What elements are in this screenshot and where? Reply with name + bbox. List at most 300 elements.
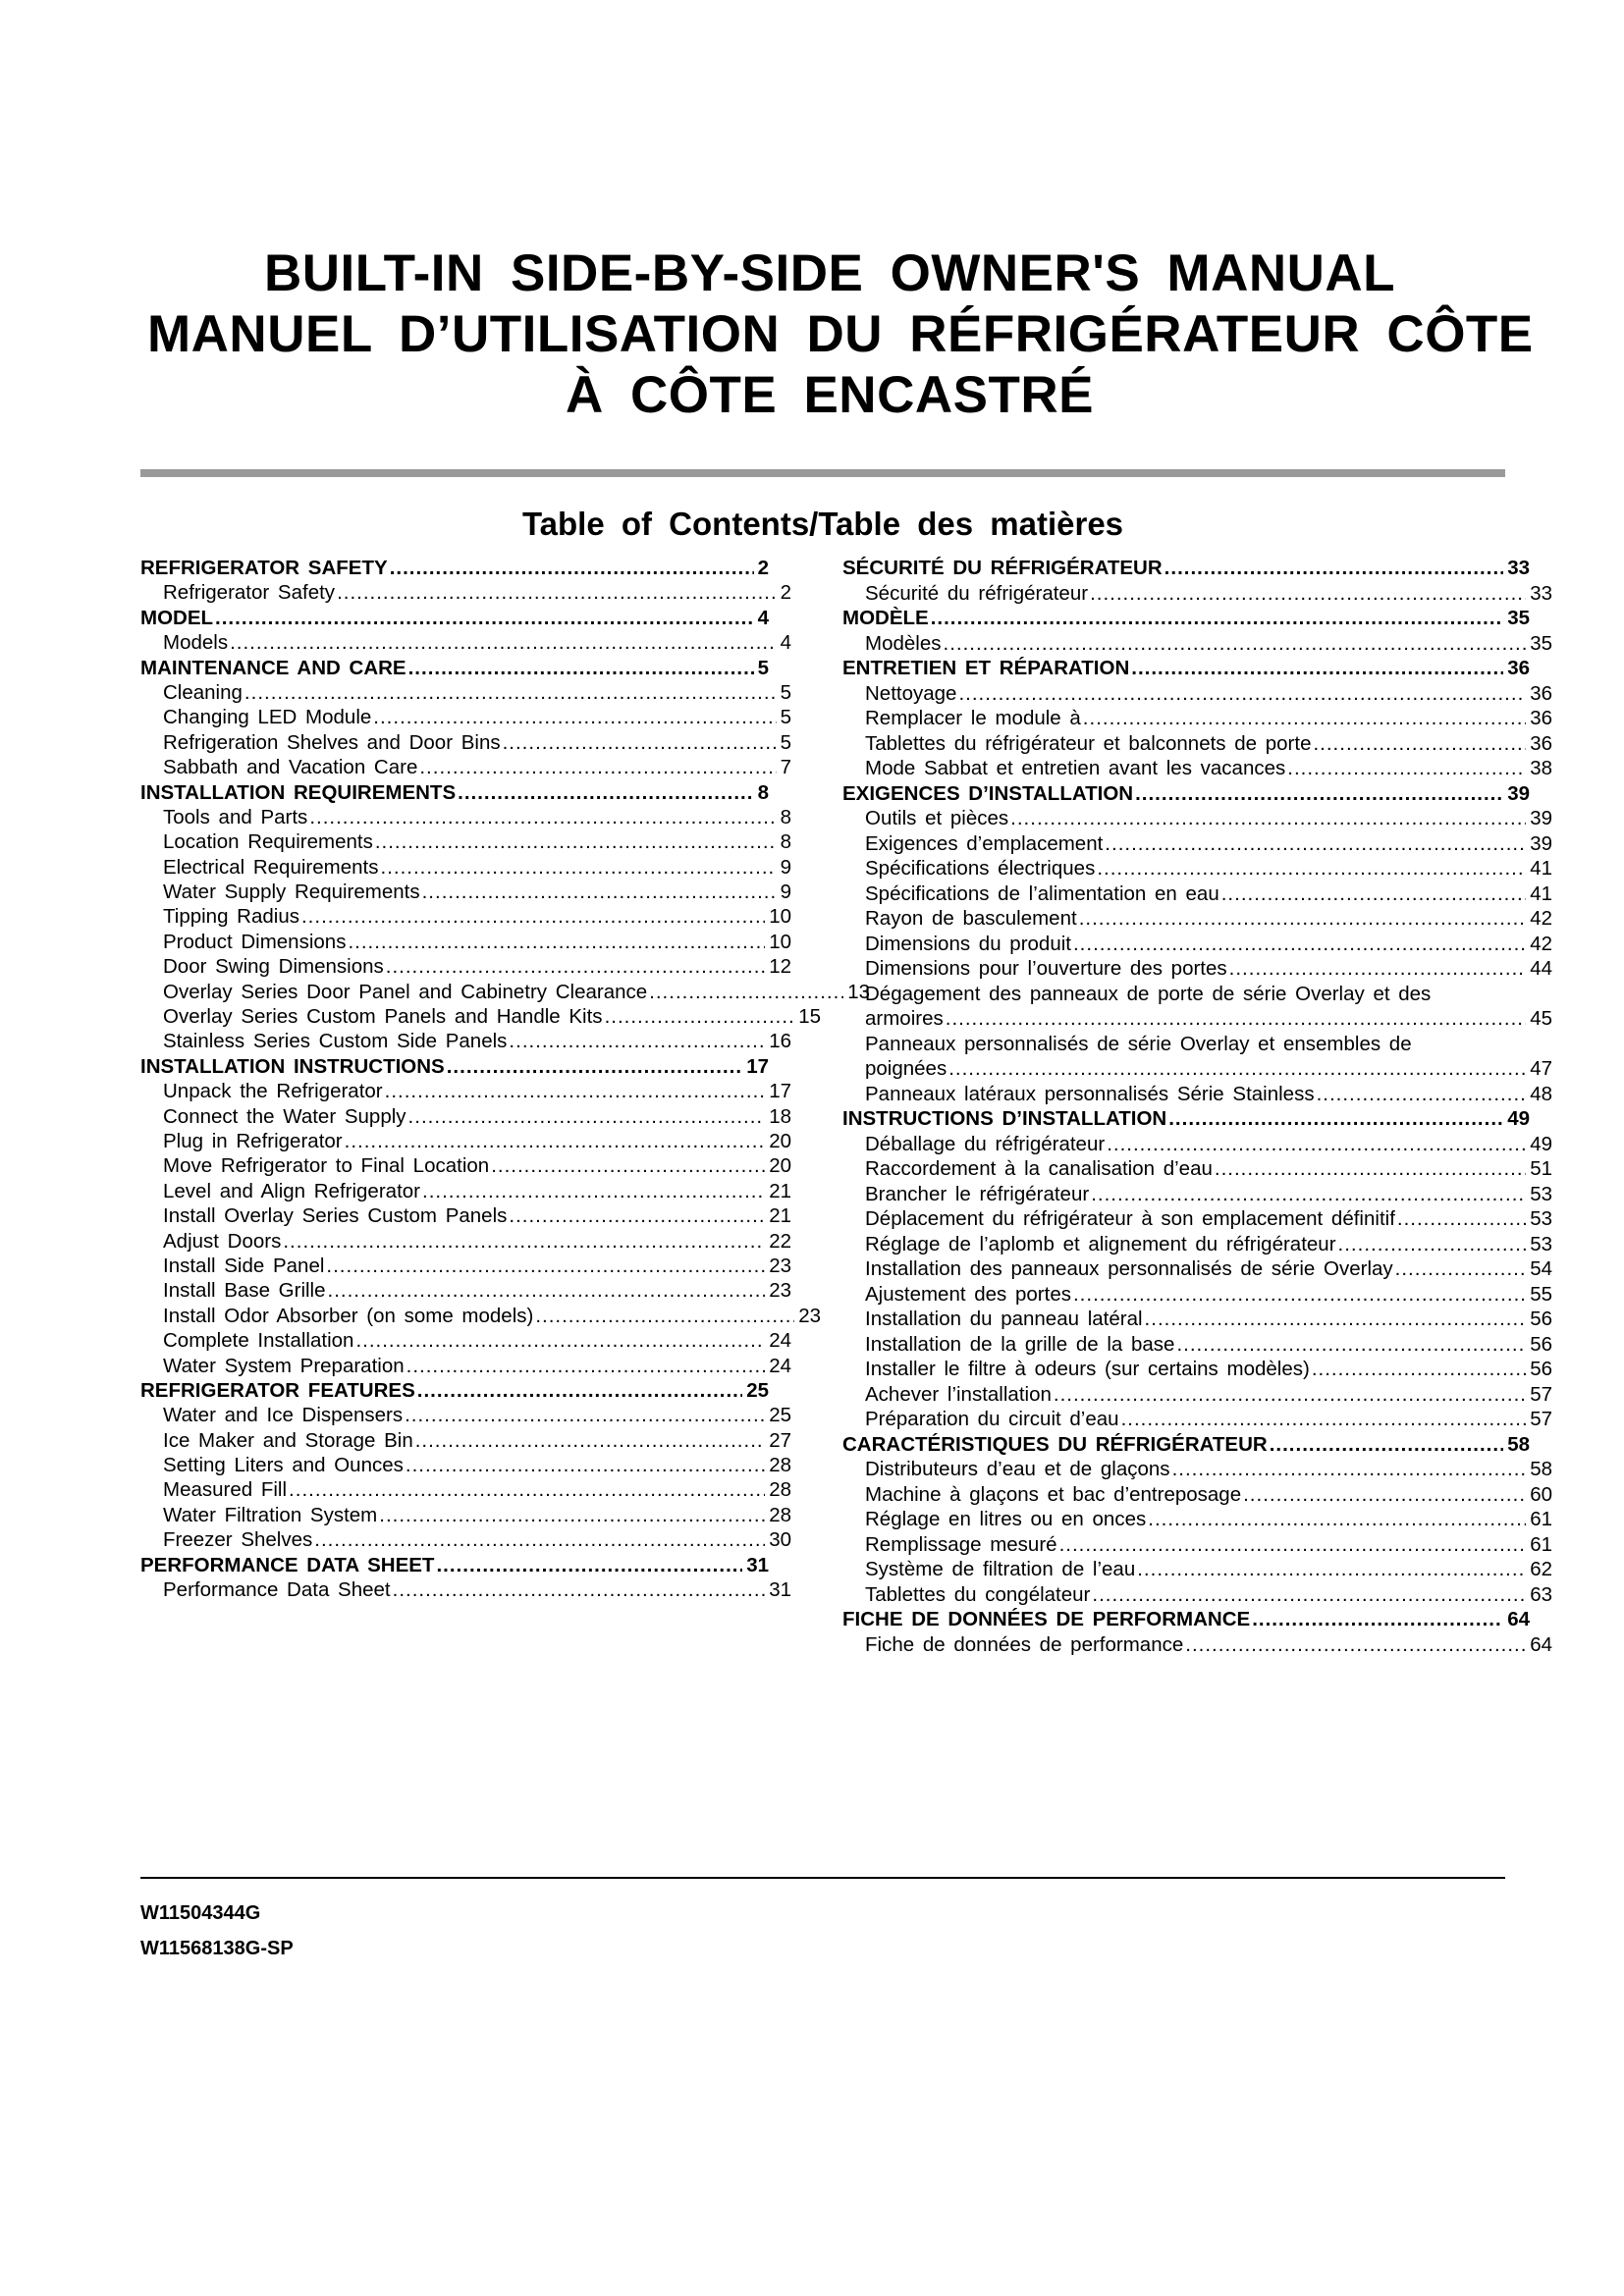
dot-leader (375, 829, 777, 854)
toc-entry-label: Door Swing Dimensions (163, 955, 384, 979)
toc-entry-label: Complete Installation (163, 1329, 354, 1353)
dot-leader (1313, 731, 1526, 757)
toc-entry-page: 53 (1530, 1182, 1552, 1205)
dot-leader (1137, 1557, 1526, 1582)
toc-entry-page: 62 (1530, 1558, 1552, 1580)
dot-leader (509, 1203, 765, 1228)
dot-leader (393, 1577, 766, 1602)
toc-entry-page: 20 (769, 1154, 791, 1178)
toc-entry-page: 44 (1530, 957, 1552, 980)
toc-entry[interactable] (842, 1006, 1552, 1032)
toc-entry-label: Remplacer le module à (865, 707, 1081, 729)
dot-leader (1091, 1182, 1526, 1207)
toc-entry[interactable] (140, 954, 791, 979)
toc-entry-page: 58 (1507, 1432, 1530, 1456)
title-divider (140, 469, 1505, 477)
toc-entry-label: EXIGENCES D’INSTALLATION (842, 781, 1134, 805)
toc-entry[interactable] (140, 556, 769, 580)
toc-entry[interactable] (140, 580, 791, 605)
dot-leader (1121, 1407, 1527, 1432)
toc-entry-label: Plug in Refrigerator (163, 1129, 343, 1152)
dot-leader (1073, 1282, 1526, 1308)
toc-entry[interactable] (842, 781, 1530, 807)
toc-entry-label: Refrigerator Safety (163, 581, 336, 605)
toc-entry-label: Overlay Series Door Panel and Cabinetry Clearance (163, 980, 648, 1003)
dot-leader (1395, 1256, 1527, 1282)
toc-entry-page: 17 (746, 1054, 769, 1078)
toc-entry-page: 61 (1530, 1508, 1552, 1530)
toc-entry[interactable] (842, 1532, 1552, 1558)
dot-leader (405, 1403, 765, 1427)
dot-leader (1135, 781, 1503, 807)
toc-entry-label: Fiche de données de performance (865, 1632, 1184, 1656)
toc-entry-page: 10 (769, 930, 791, 953)
toc-entry-page: 56 (1530, 1358, 1552, 1380)
toc-entry-label: Overlay Series Custom Panels and Handle Kits (163, 1005, 603, 1029)
toc-entry[interactable] (842, 1307, 1552, 1332)
toc-heading: Table of Contents/Table des matières (521, 506, 1124, 542)
toc-entry-label: Install Side Panel (163, 1254, 325, 1277)
toc-entry-page: 5 (757, 656, 769, 679)
toc-entry-label: Tablettes du congélateur (865, 1582, 1091, 1606)
dot-leader (1164, 556, 1504, 581)
toc-entry[interactable] (842, 556, 1530, 581)
toc-entry-label: INSTALLATION REQUIREMENTS (140, 780, 457, 804)
toc-entry-label: Install Odor Absorber (on some models) (163, 1304, 534, 1327)
toc-entry-page: 17 (769, 1080, 791, 1103)
toc-entry-label: Unpack the Refrigerator (163, 1080, 383, 1103)
toc-entry[interactable] (140, 1179, 791, 1203)
toc-entry-page: 5 (780, 706, 791, 729)
dot-leader (326, 1254, 765, 1278)
toc-entry-label: SÉCURITÉ DU RÉFRIGÉRATEUR (842, 557, 1163, 579)
toc-entry-label: Level and Align Refrigerator (163, 1179, 420, 1202)
dot-leader (649, 980, 843, 1004)
toc-entry[interactable] (140, 829, 791, 854)
toc-entry[interactable] (842, 856, 1552, 881)
toc-entry-page: 9 (780, 855, 791, 879)
toc-entry[interactable] (842, 1156, 1552, 1182)
toc-entry[interactable] (140, 904, 791, 929)
toc-entry[interactable] (140, 1304, 821, 1328)
toc-entry-label: Installer le filtre à odeurs (sur certains modèles) (865, 1358, 1310, 1380)
toc-entry-label: Panneaux personnalisés de série Overlay et ensembles de (865, 1032, 1412, 1055)
toc-entry-page: 23 (769, 1254, 791, 1277)
toc-entry-label: Machine à glaçons et bac d’entreposage (865, 1482, 1242, 1506)
toc-entry-page: 23 (798, 1304, 821, 1327)
toc-entry-page: 8 (757, 780, 769, 804)
dot-leader (408, 656, 754, 680)
toc-entry-page: 30 (769, 1528, 791, 1552)
toc-entry-page: 22 (769, 1229, 791, 1253)
toc-entry-page: 57 (1530, 1382, 1552, 1406)
toc-entry-label: Distributeurs d’eau et de glaçons (865, 1458, 1170, 1480)
dot-leader (301, 904, 765, 929)
toc-entry[interactable] (842, 1607, 1530, 1632)
dot-leader (1338, 1232, 1527, 1257)
toc-entry-page: 41 (1530, 857, 1552, 880)
toc-entry[interactable] (140, 1153, 791, 1178)
toc-entry-page: 49 (1507, 1107, 1530, 1130)
dot-leader (417, 1378, 742, 1403)
toc-entry-page: 45 (1530, 1007, 1552, 1030)
dot-leader (1172, 1457, 1527, 1482)
toc-entry[interactable] (140, 1229, 791, 1254)
dot-leader (348, 930, 765, 954)
dot-leader (503, 730, 777, 755)
dot-leader (1221, 881, 1526, 907)
toc-entry-label: Move Refrigerator to Final Location (163, 1154, 490, 1178)
dot-leader (422, 1179, 765, 1203)
toc-entry-label: Electrical Requirements (163, 855, 379, 879)
dot-leader (1073, 932, 1526, 957)
toc-entry-label: Remplissage mesuré (865, 1532, 1057, 1556)
toc-entry[interactable] (842, 1032, 1552, 1057)
toc-entry[interactable] (842, 982, 1552, 1007)
dot-leader (1287, 756, 1526, 781)
toc-entry-page: 5 (780, 680, 791, 704)
toc-entry-label: CARACTÉRISTIQUES DU RÉFRIGÉRATEUR (842, 1432, 1268, 1456)
toc-entry-label: Installation du panneau latéral (865, 1308, 1143, 1330)
toc-entry-page: 16 (769, 1030, 791, 1053)
dot-leader (244, 680, 777, 705)
toc-entry-page: 53 (1530, 1207, 1552, 1230)
dot-leader (309, 805, 776, 829)
dot-leader (328, 1278, 766, 1303)
toc-entry-page: 39 (1507, 781, 1530, 805)
toc-entry[interactable] (140, 1553, 769, 1577)
toc-entry[interactable] (140, 1453, 791, 1477)
part-numbers (140, 1896, 294, 1966)
toc-entry-label: Brancher le réfrigérateur (865, 1182, 1090, 1205)
dot-leader (1252, 1607, 1503, 1632)
dot-leader (283, 1229, 765, 1254)
toc-entry[interactable] (140, 1477, 791, 1502)
toc-entry-label: FICHE DE DONNÉES DE PERFORMANCE (842, 1608, 1251, 1630)
dot-leader (337, 580, 777, 605)
toc-entry-label: Exigences d’emplacement (865, 831, 1104, 855)
toc-entry[interactable] (140, 755, 791, 779)
dot-leader (458, 780, 753, 805)
toc-entry[interactable] (140, 1328, 791, 1353)
toc-entry-label: INSTRUCTIONS D’INSTALLATION (842, 1107, 1167, 1130)
dot-leader (1145, 1307, 1527, 1332)
toc-entry-page: 54 (1530, 1257, 1552, 1280)
toc-entry[interactable] (842, 1632, 1552, 1658)
toc-entry[interactable] (140, 1527, 791, 1552)
toc-entry-page: 41 (1530, 881, 1552, 905)
dot-leader (1092, 1582, 1526, 1608)
toc-entry-page: 10 (769, 905, 791, 929)
toc-entry-page: 27 (769, 1428, 791, 1452)
dot-leader (1397, 1206, 1526, 1232)
toc-entry[interactable] (842, 881, 1552, 907)
toc-entry-label: Install Base Grille (163, 1279, 326, 1303)
toc-entry-label: Sabbath and Vacation Care (163, 756, 418, 779)
dot-leader (946, 1006, 1526, 1032)
toc-entry-page: 20 (769, 1129, 791, 1152)
dot-leader (1185, 1632, 1526, 1658)
toc-entry-page: 21 (769, 1179, 791, 1202)
toc-entry[interactable] (140, 1254, 791, 1278)
toc-entry-label: Cleaning (163, 680, 243, 704)
dot-leader (535, 1304, 794, 1328)
toc-entry-label: ENTRETIEN ET RÉPARATION (842, 657, 1130, 679)
toc-entry-page: 42 (1530, 907, 1552, 930)
toc-entry-page: 55 (1530, 1282, 1552, 1306)
toc-entry[interactable] (842, 581, 1552, 607)
toc-entry-page: 21 (769, 1204, 791, 1228)
toc-entry-page: 36 (1530, 731, 1552, 755)
toc-entry[interactable] (140, 656, 769, 680)
toc-entry-label: PERFORMANCE DATA SHEET (140, 1553, 435, 1576)
toc-entry-label: Measured Fill (163, 1478, 288, 1502)
toc-entry-page: 56 (1530, 1332, 1552, 1356)
toc-entry[interactable] (842, 831, 1552, 857)
toc-entry-page: 4 (780, 631, 791, 655)
toc-entry[interactable] (842, 606, 1530, 631)
dot-leader (386, 954, 765, 979)
toc-entry[interactable] (842, 706, 1552, 731)
dot-leader (944, 631, 1527, 657)
toc-entry[interactable] (140, 930, 791, 954)
dot-leader (215, 606, 754, 630)
dot-leader (380, 855, 776, 880)
toc-entry-label: Connect the Water Supply (163, 1104, 406, 1128)
toc-entry-label: Ice Maker and Storage Bin (163, 1428, 413, 1452)
toc-entry-page: 36 (1530, 681, 1552, 705)
toc-entry[interactable] (842, 1182, 1552, 1207)
toc-entry[interactable] (140, 630, 791, 655)
dot-leader (447, 1054, 742, 1079)
toc-entry-label: Préparation du circuit d’eau (865, 1408, 1119, 1430)
toc-entry-page: 64 (1530, 1632, 1552, 1656)
toc-entry-page: 31 (769, 1578, 791, 1602)
toc-entry[interactable] (842, 1232, 1552, 1257)
toc-entry-label: Installation de la grille de la base (865, 1332, 1175, 1356)
dot-leader (1270, 1432, 1503, 1458)
toc-entry-label: Setting Liters and Ounces (163, 1454, 404, 1477)
toc-entry-page: 33 (1507, 557, 1530, 579)
toc-entry[interactable] (140, 805, 791, 829)
toc-entry[interactable] (140, 1378, 769, 1403)
toc-entry-page: 2 (757, 557, 769, 579)
toc-entry-page: 36 (1507, 657, 1530, 679)
toc-entry[interactable] (842, 756, 1552, 781)
dot-leader (415, 1428, 765, 1453)
toc-entry[interactable] (842, 631, 1552, 657)
dot-leader (1312, 1357, 1526, 1382)
toc-entry-label: Déplacement du réfrigérateur à son emplacement définitif (865, 1207, 1395, 1230)
toc-entry[interactable] (842, 1407, 1552, 1432)
toc-entry[interactable] (140, 780, 769, 805)
toc-entry-page: 15 (798, 1005, 821, 1029)
toc-entry[interactable] (842, 1557, 1552, 1582)
dot-leader (408, 1104, 766, 1129)
dot-leader (373, 705, 776, 729)
toc-entry-label: INSTALLATION INSTRUCTIONS (140, 1054, 445, 1078)
toc-entry[interactable] (842, 956, 1552, 982)
toc-entry-page: 53 (1530, 1232, 1552, 1255)
toc-entry-label: poignées (865, 1057, 947, 1080)
toc-entry[interactable] (842, 1082, 1552, 1107)
toc-entry[interactable] (842, 656, 1530, 681)
toc-entry[interactable] (842, 1482, 1552, 1508)
dot-leader (1097, 856, 1526, 881)
toc-entry[interactable] (842, 1332, 1552, 1358)
toc-entry[interactable] (140, 1029, 791, 1053)
dot-leader (1215, 1156, 1526, 1182)
toc-entry-page: 24 (769, 1354, 791, 1377)
toc-entry-label: Rayon de basculement (865, 907, 1077, 930)
toc-entry-label: Système de filtration de l’eau (865, 1558, 1136, 1580)
toc-entry[interactable] (842, 806, 1552, 831)
toc-entry-label: REFRIGERATOR FEATURES (140, 1378, 415, 1402)
dot-leader (1010, 806, 1526, 831)
toc-entry-label: Adjust Doors (163, 1229, 282, 1253)
dot-leader (355, 1328, 765, 1353)
toc-entry[interactable] (140, 1278, 791, 1303)
toc-entry[interactable] (842, 1507, 1552, 1532)
dot-leader (1079, 906, 1527, 932)
toc-entry-page: 18 (769, 1104, 791, 1128)
toc-entry-label: Ajustement des portes (865, 1282, 1071, 1306)
toc-entry-page: 57 (1530, 1408, 1552, 1430)
toc-entry-label: Tipping Radius (163, 905, 299, 929)
toc-entry[interactable] (140, 1104, 791, 1129)
toc-entry[interactable] (842, 1432, 1530, 1458)
toc-entry-label: Dimensions pour l’ouverture des portes (865, 957, 1227, 980)
toc-entry-label: Mode Sabbat et entretien avant les vacances (865, 757, 1286, 779)
dot-leader (419, 755, 776, 779)
toc-entry-label: Location Requirements (163, 830, 373, 854)
toc-entry[interactable] (842, 1256, 1552, 1282)
toc-entry-page: 42 (1530, 932, 1552, 955)
toc-entry[interactable] (842, 1206, 1552, 1232)
toc-entry-page: 23 (769, 1279, 791, 1303)
toc-entry-page: 49 (1530, 1132, 1552, 1155)
toc-entry[interactable] (140, 1503, 791, 1527)
toc-entry[interactable] (140, 880, 791, 904)
toc-entry[interactable] (140, 855, 791, 880)
toc-entry[interactable] (140, 606, 769, 630)
toc-entry[interactable] (842, 906, 1552, 932)
toc-entry[interactable] (140, 1004, 821, 1029)
toc-entry[interactable] (140, 1054, 769, 1079)
dot-leader (289, 1477, 765, 1502)
dot-leader (1243, 1482, 1526, 1508)
toc-entry[interactable] (842, 1106, 1530, 1132)
toc-entry[interactable] (140, 1403, 791, 1427)
toc-entry-label: Dégagement des panneaux de porte de série Overlay et des (865, 982, 1432, 1005)
toc-entry[interactable] (842, 1457, 1552, 1482)
toc-entry-label: Déballage du réfrigérateur (865, 1132, 1106, 1155)
toc-entry-page: 13 (847, 980, 870, 1003)
toc-entry[interactable] (140, 680, 791, 705)
toc-entry-page: 36 (1530, 707, 1552, 729)
title-line-3: À CÔTE ENCASTRÉ (566, 366, 1094, 424)
toc-entry-page: 64 (1507, 1608, 1530, 1630)
toc-entry-page: 58 (1530, 1458, 1552, 1480)
toc-entry-label: Freezer Shelves (163, 1528, 313, 1552)
part-number: W11504344G (140, 1902, 261, 1924)
toc-entry-page: 48 (1530, 1082, 1552, 1105)
toc-entry[interactable] (140, 1079, 791, 1103)
toc-entry-label: Refrigeration Shelves and Door Bins (163, 730, 501, 754)
dot-leader (406, 1453, 765, 1477)
dot-leader (1090, 581, 1526, 607)
toc-entry[interactable] (842, 1357, 1552, 1382)
dot-leader (314, 1527, 765, 1552)
toc-entry[interactable] (842, 1282, 1552, 1308)
toc-entry[interactable] (842, 1382, 1552, 1408)
toc-entry[interactable] (140, 1354, 791, 1378)
toc-entry-page: 8 (780, 830, 791, 854)
toc-entry-page: 51 (1530, 1157, 1552, 1180)
dot-leader (1054, 1382, 1526, 1408)
toc-entry-page: 35 (1507, 607, 1530, 629)
toc-entry-label: Water Filtration System (163, 1503, 378, 1526)
dot-leader (390, 556, 754, 580)
toc-entry[interactable] (842, 1132, 1552, 1157)
toc-entry[interactable] (842, 681, 1552, 707)
toc-entry[interactable] (140, 1577, 791, 1602)
toc-english-column (140, 556, 870, 1602)
toc-entry-label: Spécifications électriques (865, 857, 1096, 880)
toc-french-column (842, 556, 1552, 1657)
toc-entry-page: 12 (769, 955, 791, 979)
toc-entry-label: Stainless Series Custom Side Panels (163, 1030, 508, 1053)
toc-entry[interactable] (842, 1582, 1552, 1608)
toc-entry-label: Installation des panneaux personnalisés de série Overlay (865, 1257, 1393, 1280)
toc-entry-page: 39 (1530, 831, 1552, 855)
footer-divider (140, 1877, 1505, 1879)
toc-entry-label: Réglage en litres ou en onces (865, 1508, 1147, 1530)
dot-leader (1107, 1132, 1526, 1157)
toc-entry-page: 63 (1530, 1582, 1552, 1606)
toc-entry-label: Nettoyage (865, 681, 957, 705)
dot-leader (436, 1553, 742, 1577)
dot-leader (1105, 831, 1526, 857)
dot-leader (406, 1354, 766, 1378)
toc-entry-label: Water and Ice Dispensers (163, 1404, 404, 1427)
toc-entry-label: Tablettes du réfrigérateur et balconnets de porte (865, 731, 1312, 755)
toc-entry[interactable] (140, 705, 791, 729)
toc-entry[interactable] (140, 980, 870, 1004)
toc-entry[interactable] (140, 1428, 791, 1453)
toc-entry-label: Tools and Parts (163, 805, 308, 828)
toc-entry-label: Install Overlay Series Custom Panels (163, 1204, 508, 1228)
toc-entry[interactable] (140, 1129, 791, 1153)
toc-entry-page: 38 (1530, 757, 1552, 779)
toc-entry-page: 5 (780, 730, 791, 754)
toc-entry[interactable] (842, 731, 1552, 757)
toc-entry-page: 7 (780, 756, 791, 779)
toc-entry[interactable] (842, 932, 1552, 957)
dot-leader (1317, 1082, 1527, 1107)
dot-leader (1148, 1507, 1526, 1532)
toc-entry[interactable] (842, 1056, 1552, 1082)
toc-entry[interactable] (140, 730, 791, 755)
toc-entry-label: Réglage de l’aplomb et alignement du réfrigérateur (865, 1232, 1336, 1255)
dot-leader (230, 630, 777, 655)
dot-leader (509, 1029, 765, 1053)
dot-leader (1083, 706, 1526, 731)
toc-entry-label: Water System Preparation (163, 1354, 405, 1377)
dot-leader (1168, 1106, 1503, 1132)
toc-entry-label: Outils et pièces (865, 807, 1009, 829)
toc-entry[interactable] (140, 1203, 791, 1228)
